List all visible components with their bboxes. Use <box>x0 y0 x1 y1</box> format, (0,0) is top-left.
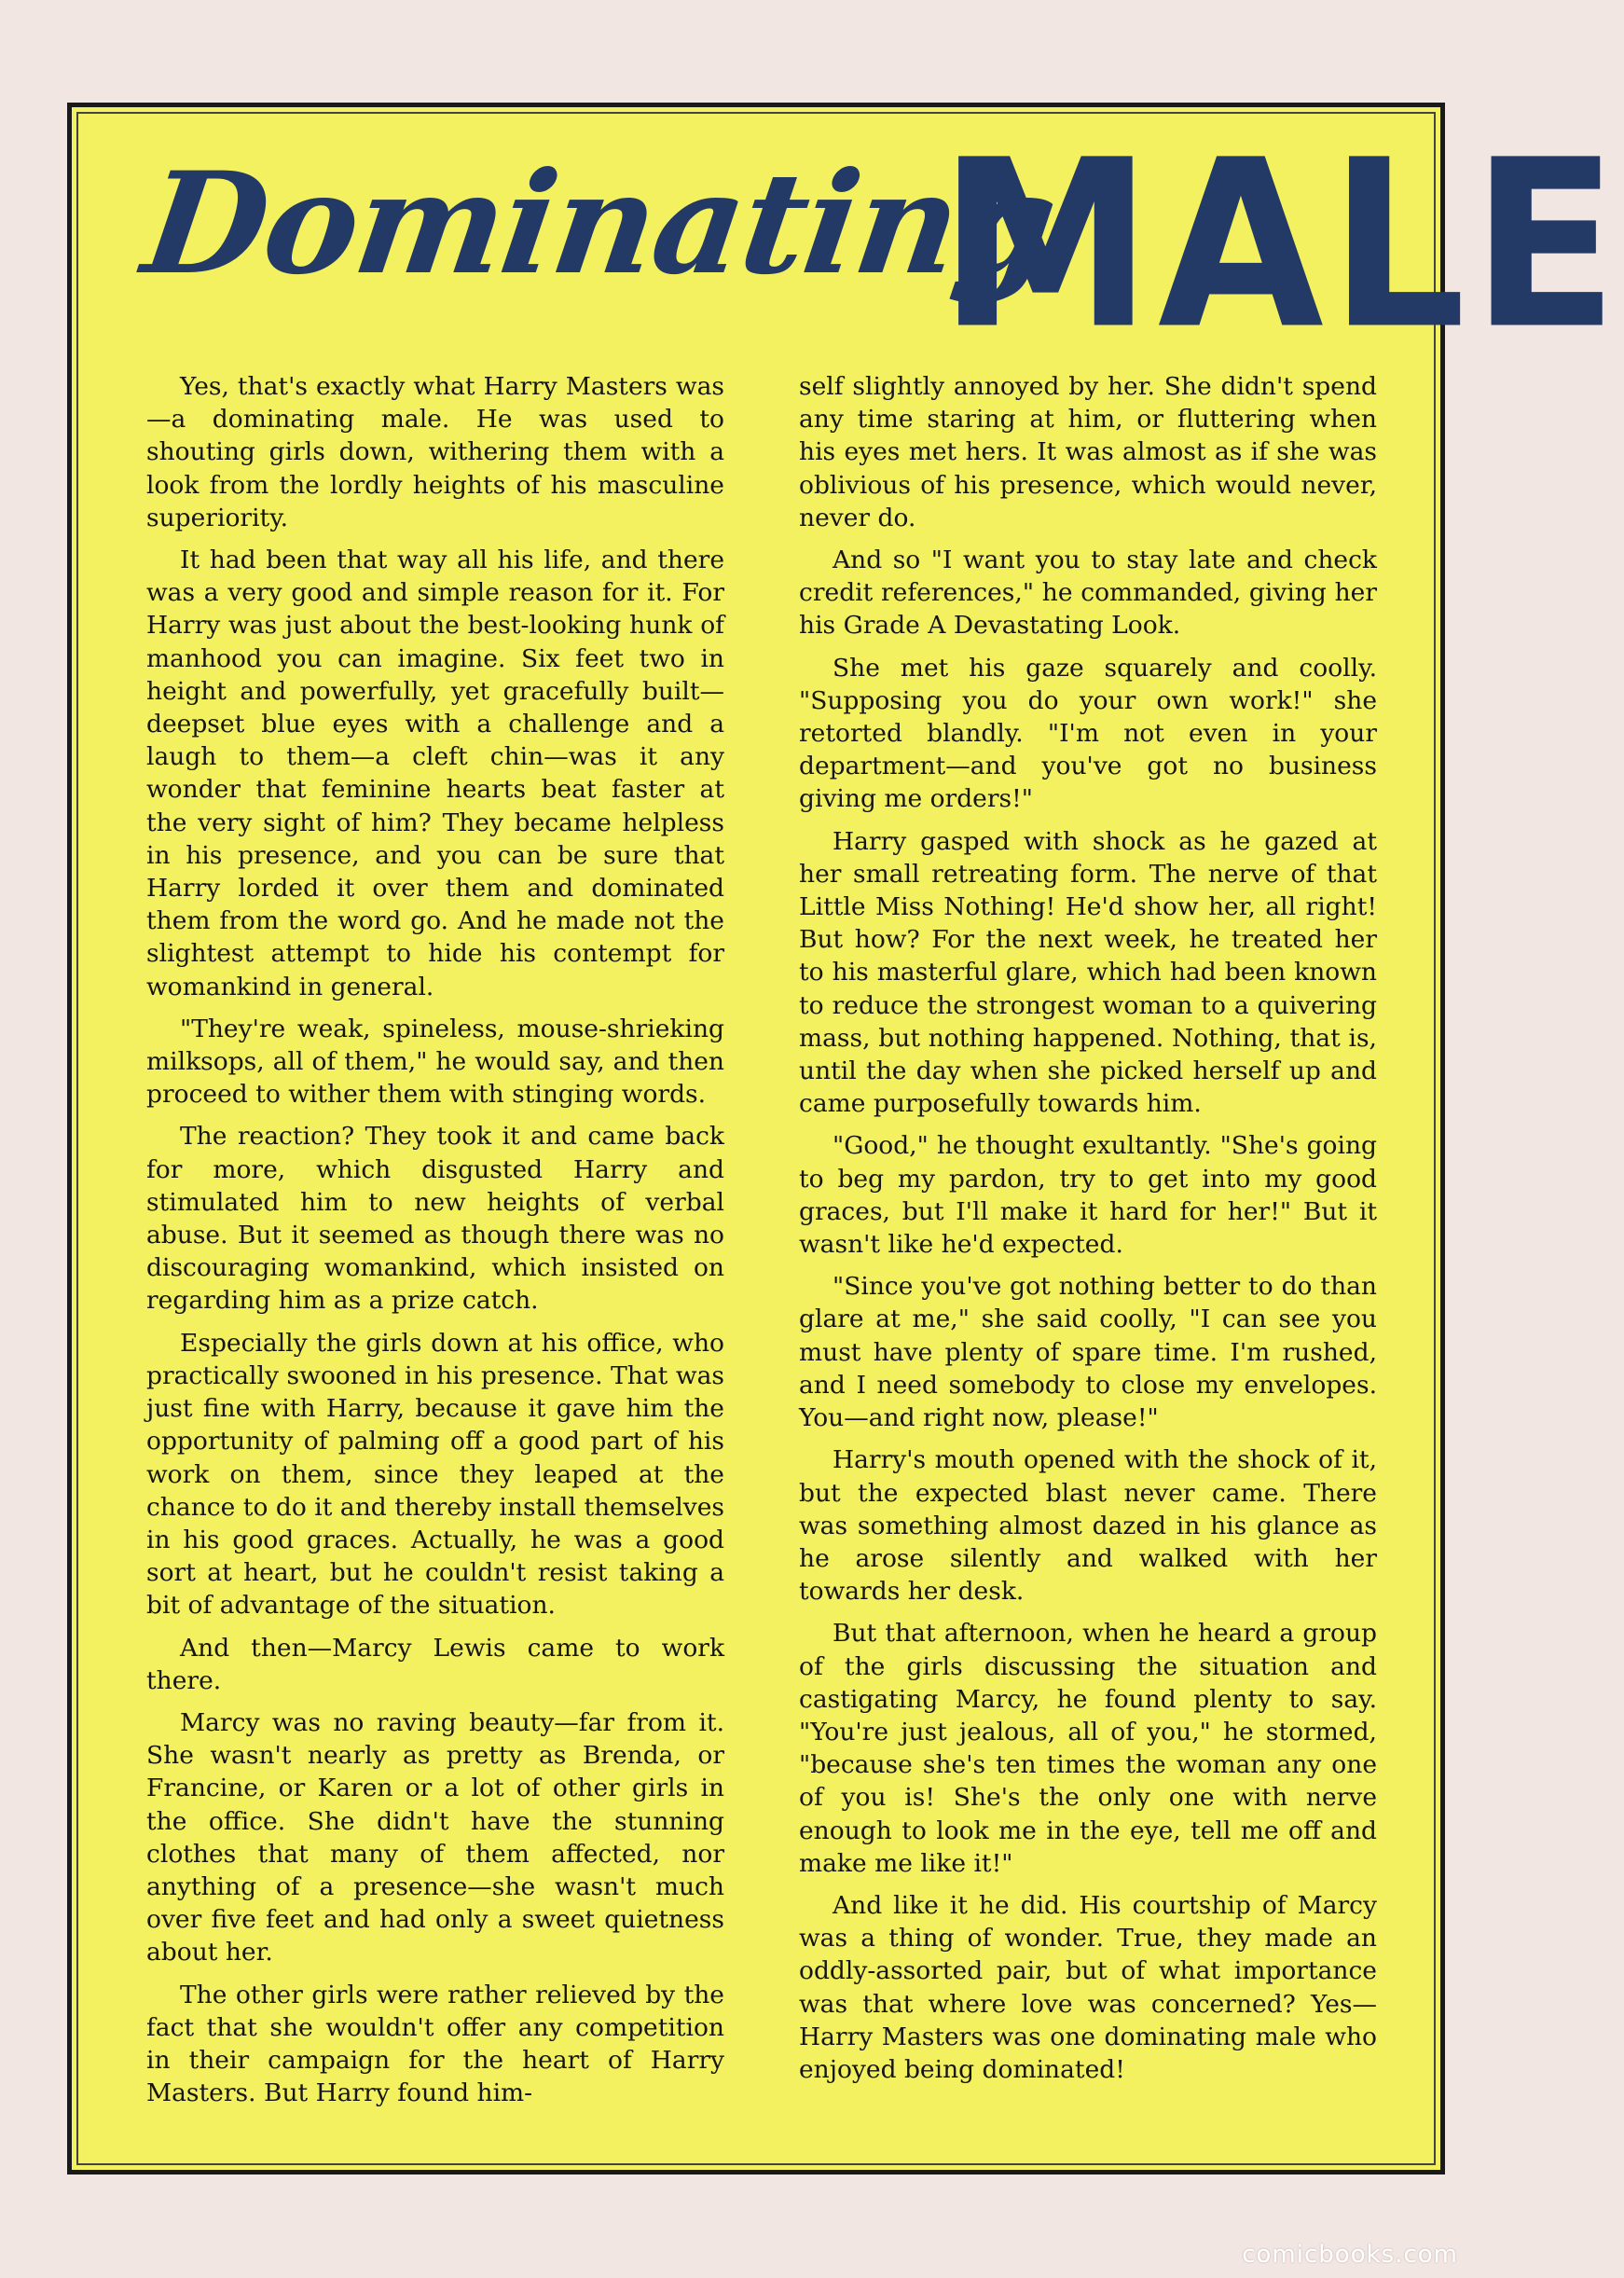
title-block-word: MALE <box>939 111 1624 380</box>
paragraph-continued: self slightly annoyed by her. She didn't spend any time staring at him, or fluttering when his eyes met hers. It was almost as if she was oblivious of his presence, which would never, never do. <box>799 372 1377 532</box>
paragraph: "Good," he thought exultantly. "She's going to beg my pardon, try to get into my good graces, but I'll make it hard for her!" But it wasn't like he'd expected. <box>799 1131 1377 1260</box>
paragraph: Harry's mouth opened with the shock of it, but the expected blast never came. There was something almost dazed in his glance as he arose silently and walked with her towards her desk. <box>799 1445 1377 1607</box>
title-script-word: Dominating <box>134 142 1065 306</box>
paragraph: "They're weak, spineless, mouse-shrieking milksops, all of them," he would say, and then proceed to wither them with stinging words. <box>146 1014 724 1110</box>
paragraph: Harry gasped with shock as he gazed at her small retreating form. The nerve of that Little Miss Nothing! He'd show her, all right! But how? For the next week, he treated her to his masterful glare, which had been known to reduce the strongest woman to a quivering mass, but nothing happened. Nothing, that is, until the day when she picked herself up and came purposefully towards him. <box>799 826 1377 1119</box>
paragraph: The reaction? They took it and came back for more, which disgusted Harry and stimulated him to new heights of verbal abuse. But it seemed as though there was no discouraging womankind, which insisted on regarding him as a prize catch. <box>146 1122 724 1316</box>
paragraph: But that afternoon, when he heard a group of the girls discussing the situation and castigating Marcy, he found plenty to say. "You're just jealous, all of you," he stormed, "because she's ten times the woman any one of you is! She's the only one with nerve enough to look me in the eye, tell me off and make me like it!" <box>799 1619 1377 1878</box>
story-panel <box>67 103 1624 2174</box>
paragraph: Marcy was no raving beauty—far from it. She wasn't nearly as pretty as Brenda, or Francine, or Karen or a lot of other girls in the office. She didn't have the stunning clothes that many of them affected, nor anything of a presence—she wasn't much over five feet and had only a sweet quietness about her. <box>146 1707 724 1967</box>
paragraph: And so "I want you to stay late and check credit references," he commanded, giving her his Grade A Devastating Look. <box>799 545 1377 641</box>
right-column <box>799 370 1377 2142</box>
paragraph: "Since you've got nothing better to do than glare at me," she said coolly, "I can see you must have plenty of spare time. I'm rushed, and I need somebody to close my envelopes. You—and right now, please!" <box>799 1272 1377 1433</box>
paragraph: Yes, that's exactly what Harry Masters was—a dominating male. He was used to shouting girls down, withering them with a look from the lordly heights of his masculine superiority. <box>146 372 724 532</box>
paragraph: She met his gaze squarely and coolly. "Supposing you do your own work!" she retorted blandly. "I'm not even in your department—and you've got no business giving me orders!" <box>799 653 1377 814</box>
left-column <box>146 370 724 2142</box>
paragraph: Especially the girls down at his office, who practically swooned in his presence. That was just fine with Harry, because it gave him the opportunity of palming off a good part of his work on them, since they leaped at the chance to do it and thereby install themselves in his good graces. Actually, he was a good sort at heart, but he couldn't resist taking a bit of advantage of the situation. <box>146 1328 724 1621</box>
paragraph: It had been that way all his life, and there was a very good and simple reason for it. For Harry was just about the best-looking hunk of manhood you can imagine. Six feet two in height and powerfully, yet gracefully built—deepset blue eyes with a challenge and a laugh to them—a cleft chin—was it any wonder that feminine hearts beat faster at the very sight of him? They became helpless in his presence, and you can be sure that Harry lorded it over them and dominated them from the word go. And he made not the slightest attempt to hide his contempt for womankind in general. <box>146 545 724 1001</box>
paragraph: The other girls were rather relieved by the fact that she wouldn't offer any competition in their campaign for the heart of Harry Masters. But Harry found him- <box>146 1980 724 2108</box>
paragraph: And then—Marcy Lewis came to work there. <box>146 1633 724 1695</box>
text-columns <box>146 370 1377 2142</box>
paragraph: And like it he did. His courtship of Marcy was a thing of wonder. True, they made an oddly-assorted pair, but of what importance was that where love was concerned? Yes—Harry Masters was one dominating male who enjoyed being dominated! <box>799 1890 1377 2084</box>
watermark-credit: comicbooks.com <box>1242 2241 1458 2269</box>
